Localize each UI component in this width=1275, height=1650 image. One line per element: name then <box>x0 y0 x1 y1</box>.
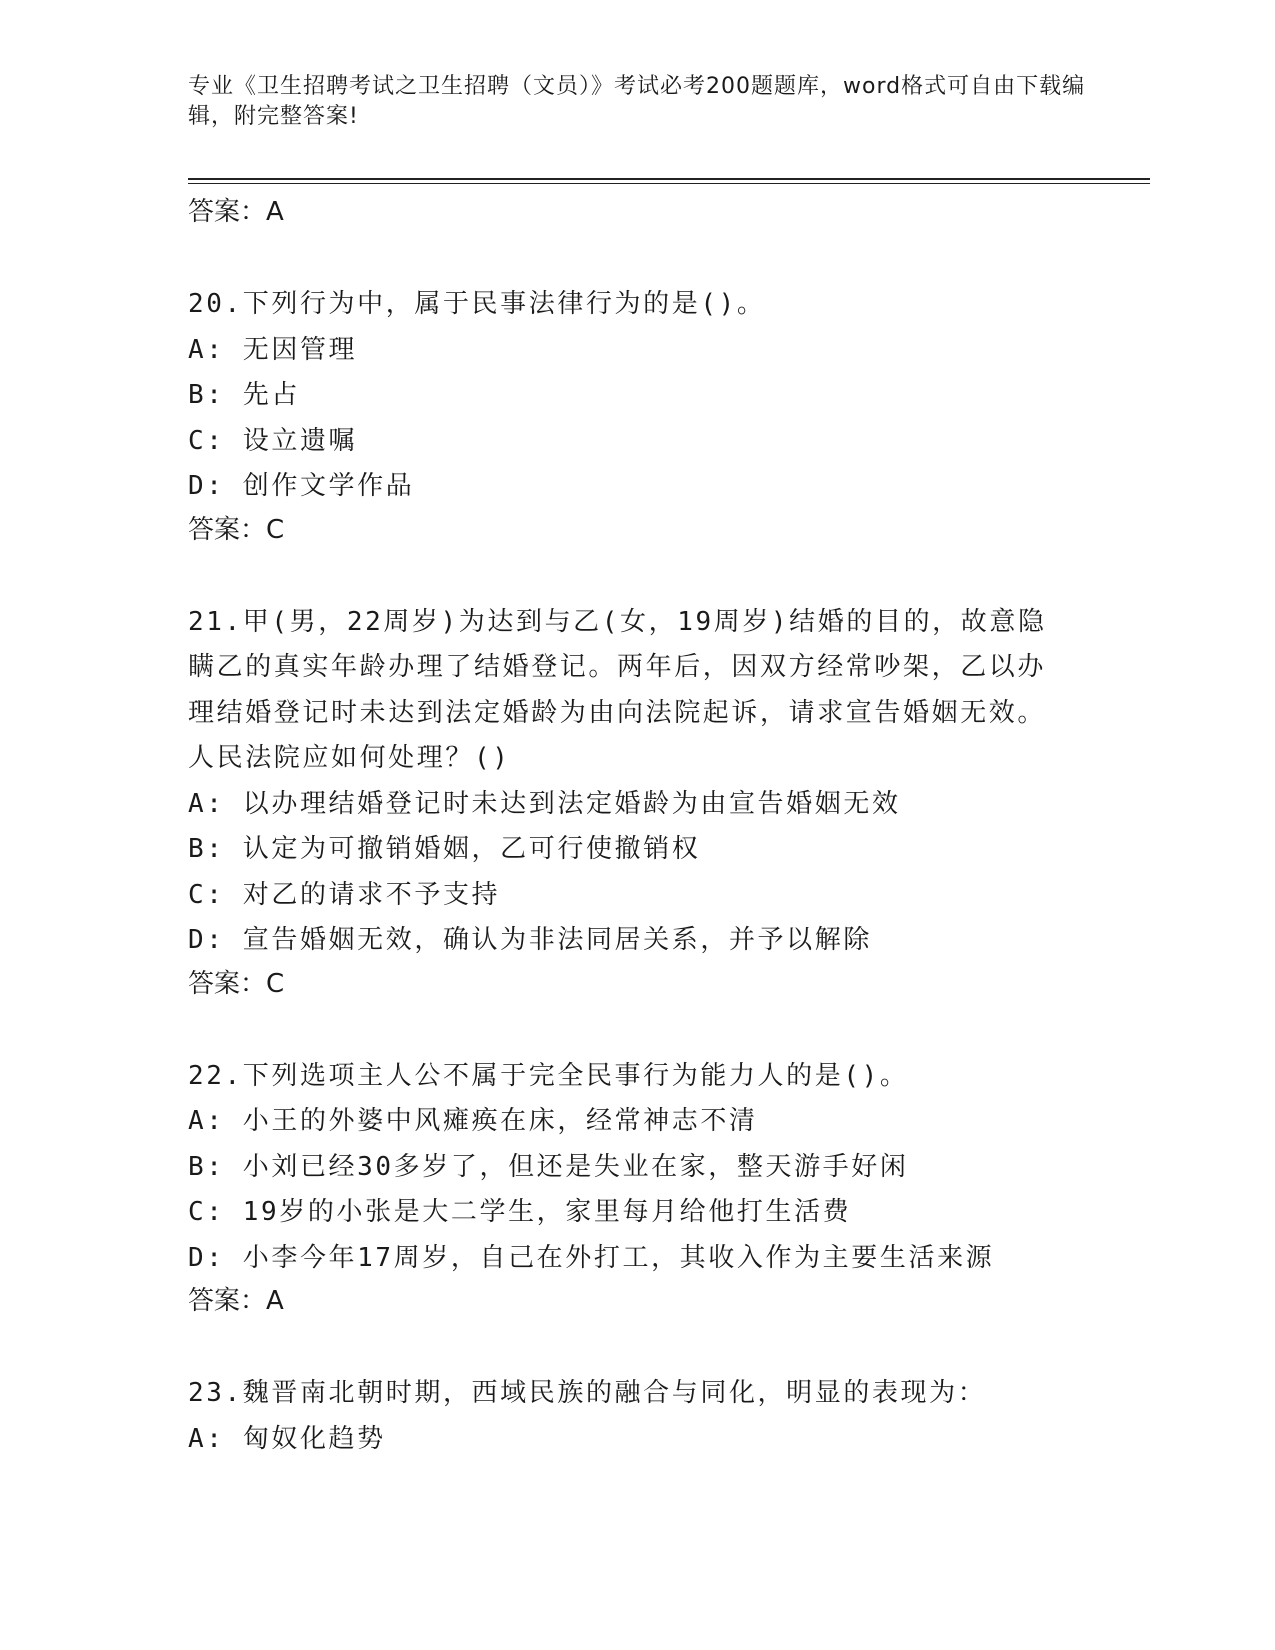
option-d: D: 创作文学作品 <box>188 471 415 501</box>
question-22 <box>188 1054 1068 1322</box>
question-stem: 21.甲(男，22周岁)为达到与乙(女，19周岁)结婚的目的，故意隐瞒乙的真实年龄办理了结婚登记。两年后，因双方经常吵架，乙以办理结婚登记时未达到法定婚龄为由向法院起诉，请求宣告婚姻无效。人民法院应如何处理？() <box>188 606 1047 773</box>
document-header: 专业《卫生招聘考试之卫生招聘（文员）》考试必考200题题库，word格式可自由下载编辑，附完整答案! <box>188 74 1086 129</box>
question-list <box>188 192 1068 1462</box>
answer-line: 答案：A <box>188 1286 284 1316</box>
option-a: A: 无因管理 <box>188 334 358 365</box>
header-rule <box>188 178 1150 180</box>
option-a: A: 以办理结婚登记时未达到法定婚龄为由宣告婚姻无效 <box>188 788 901 819</box>
question-23 <box>188 1371 1068 1462</box>
header-rule-thin <box>188 183 1150 184</box>
option-b: B: 认定为可撤销婚姻，乙可行使撤销权 <box>188 834 701 864</box>
option-a: A: 小王的外婆中风瘫痪在床，经常神志不清 <box>188 1106 758 1136</box>
question-20 <box>188 282 1068 550</box>
question-stem: 22.下列选项主人公不属于完全民事行为能力人的是()。 <box>188 1060 909 1091</box>
answer-line: 答案：C <box>188 514 285 545</box>
question-stem: 20.下列行为中，属于民事法律行为的是()。 <box>188 289 766 319</box>
option-d: D: 宣告婚姻无效，确认为非法同居关系，并予以解除 <box>188 925 872 955</box>
answer-line: 答案：A <box>188 197 284 227</box>
option-b: B: 小刘已经30多岁了，但还是失业在家，整天游手好闲 <box>188 1151 909 1182</box>
option-c: C: 设立遗嘱 <box>188 425 358 456</box>
option-c: C: 19岁的小张是大二学生，家里每月给他打生活费 <box>188 1197 852 1227</box>
question-21 <box>188 600 1068 1004</box>
option-b: B: 先占 <box>188 380 300 410</box>
option-d: D: 小李今年17周岁，自己在外打工，其收入作为主要生活来源 <box>188 1242 995 1273</box>
answer-line: 答案：C <box>188 968 285 999</box>
option-c: C: 对乙的请求不予支持 <box>188 879 501 910</box>
option-a: A: 匈奴化趋势 <box>188 1423 386 1454</box>
question-stem: 23.魏晋南北朝时期，西域民族的融合与同化，明显的表现为： <box>188 1378 987 1408</box>
